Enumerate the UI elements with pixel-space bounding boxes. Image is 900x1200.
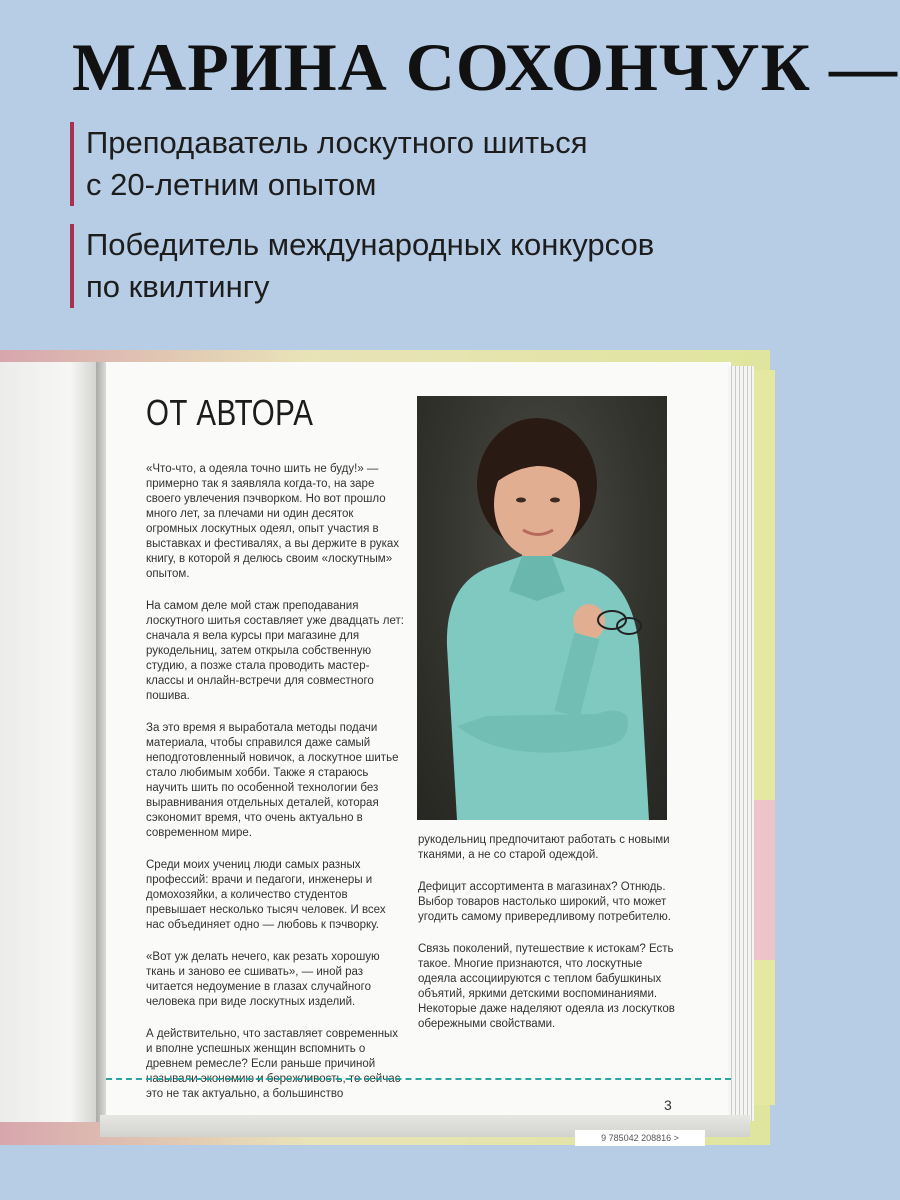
page-number: 3 [664,1097,672,1113]
barcode-label: 9 785042 208816 > [575,1130,705,1146]
bullet-item [70,122,587,206]
paragraph: рукодельниц предпочитают работать с новыми тканями, а не со старой одеждой. [418,834,670,861]
bullet-line: Преподаватель лоскутного шиться [86,125,588,160]
paragraph: На самом деле мой стаж преподавания лоскутного шитья составляет уже двадцать лет: сначала я вела курсы при магазине для рукодельниц, затем открыла собственную студию, а позже стала проводить мастер-классы и онлайн-встречи для совместного пошива. [146,600,404,702]
page-title: ОТ АВТОРА [146,392,314,433]
bullet-item [70,224,654,308]
text-column-left [146,462,404,1119]
dashed-divider [106,1078,731,1080]
bullet-line: по квилтингу [86,269,270,304]
headline: МАРИНА СОХОНЧУК — [72,29,898,105]
text-column-right [418,833,680,1049]
author-photo [417,396,667,820]
paragraph: За это время я выработала методы подачи материала, чтобы справился даже самый неподготовленный новичок, а лоскутное шитье стало любимым хобби. Также я стараюсь научить шить по особенной технологии без выравнивания отдельных деталей, которая сэкономит время, что очень актуально в современном мире. [146,722,399,839]
paragraph: Дефицит ассортимента в магазинах? Отнюдь. Выбор товаров настолько широкий, что может угодить самому привередливому потребителю. [418,881,672,923]
page-edges [728,366,754,1121]
paragraph: Среди моих учениц люди самых разных профессий: врачи и педагоги, инженеры и домохозяйки, а количество студентов превышает несколько тысяч человек. И всех нас объединяет одно — любовь к пэчворку. [146,859,386,931]
paragraph: А действительно, что заставляет современных и вполне успешных женщин вспомнить о древнем ремесле? Если раньше причиной называли экономию и бережливость, то сейчас это не так актуально, а большинство [146,1028,401,1100]
paragraph: «Вот уж делать нечего, как резать хорошую ткань и заново ее сшивать», — иной раз читается недоумение в глазах случайного человека при виде лоскутных изделий. [146,951,380,1008]
paragraph: Связь поколений, путешествие к истокам? Есть такое. Многие признаются, что лоскутные одеяла ассоциируются с теплом бабушкиных объятий, яркими детскими воспоминаниями. Некоторые даже наделяют одеяла из лоскутков обережными свойствами. [418,943,675,1030]
bullet-line: с 20-летним опытом [86,167,377,202]
paragraph: «Что-что, а одеяла точно шить не буду!» — примерно так я заявляла когда-то, на заре своего увлечения пэчворком. Но вот прошло много лет, за плечами ни один десяток огромных лоскутных одеял, опыт участия в выставках и фестивалях, а вы держите в руках книгу, в которой я делюсь своим «лоскутным» опытом. [146,463,400,580]
bullet-line: Победитель международных конкурсов [86,227,655,262]
left-page [0,362,100,1122]
